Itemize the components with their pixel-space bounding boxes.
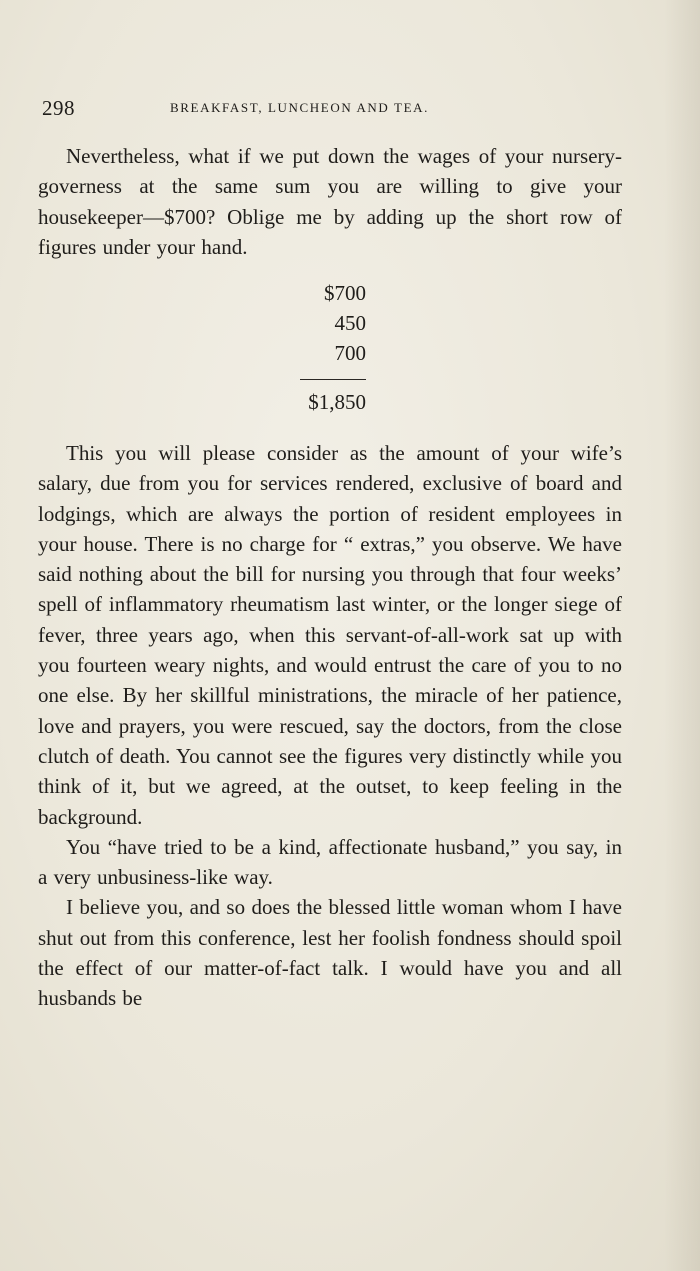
paragraph: You “have tried to be a kind, affectionate husband,” you say, in a very unbusiness-like way. bbox=[38, 834, 622, 890]
text-block-top bbox=[38, 141, 622, 262]
sum-rule bbox=[300, 379, 366, 380]
running-title: BREAKFAST, LUNCHEON AND TEA. bbox=[170, 100, 429, 115]
sum-item: $700 bbox=[324, 281, 366, 305]
sum-table bbox=[280, 278, 380, 414]
sum-item: 450 bbox=[334, 311, 366, 335]
sum-item: 700 bbox=[334, 341, 366, 365]
sum-total: $1,850 bbox=[308, 390, 366, 414]
running-head bbox=[42, 96, 512, 122]
paragraph: This you will please consider as the amount of your wife’s salary, due from you for services rendered, exclusive of board and lodgings, which are always the portion of resident employees in your house. There is no charge for “ extras,” you observe. We have said nothing about the bill for nursing you through that four weeks’ spell of inflammatory rheumatism last winter, or the longer siege of fever, three years ago, when this servant-of-all-work sat up with you fourteen weary nights, and would entrust the care of you to no one else. By her skillful ministrations, the miracle of her patience, love and prayers, you were rescued, say the doctors, from the close clutch of death. You cannot see the figures very distinctly while you think of it, but we agreed, at the outset, to keep feeling in the background. bbox=[38, 441, 622, 829]
paragraph: Nevertheless, what if we put down the wages of your nursery-governess at the same sum you are willing to give your housekeeper—$700? Oblige me by adding up the short row of figures under your hand. bbox=[38, 144, 622, 259]
page-number: 298 bbox=[42, 96, 75, 120]
paragraph: I believe you, and so does the blessed little woman whom I have shut out from this conference, lest her foolish fondness should spoil the effect of our matter-of-fact talk. I would have you and all husbands be bbox=[38, 895, 622, 1011]
text-block-bottom bbox=[38, 438, 622, 1014]
